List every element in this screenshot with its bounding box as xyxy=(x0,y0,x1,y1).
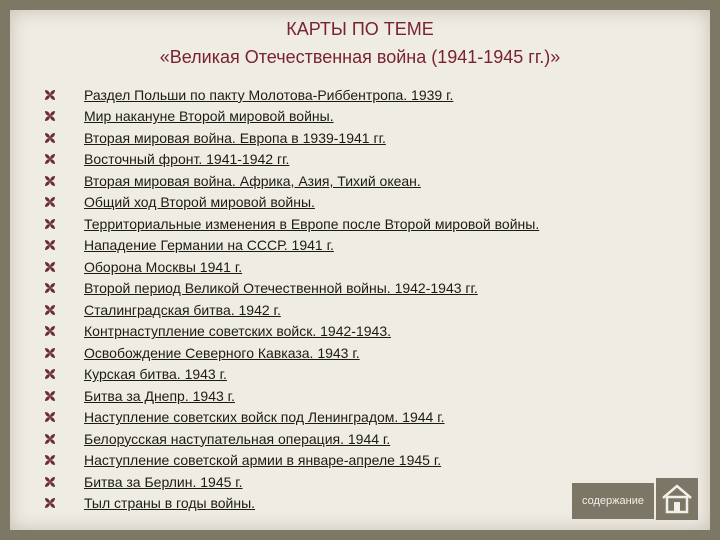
map-link[interactable]: Наступление советской армии в январе-апреле 1945 г. xyxy=(84,452,442,469)
list-item xyxy=(42,385,539,407)
bullet-icon xyxy=(42,410,60,424)
list-item xyxy=(42,235,539,257)
map-link[interactable]: Сталинградская битва. 1942 г. xyxy=(84,301,281,318)
list-item xyxy=(42,299,539,321)
map-list xyxy=(42,84,539,514)
map-link[interactable]: Битва за Берлин. 1945 г. xyxy=(84,473,243,490)
bullet-icon xyxy=(42,324,60,338)
map-link[interactable]: Битва за Днепр. 1943 г. xyxy=(84,387,235,404)
home-button[interactable] xyxy=(656,478,698,520)
bullet-icon xyxy=(42,238,60,252)
map-link[interactable]: Мир накануне Второй мировой войны. xyxy=(84,108,334,125)
map-link[interactable]: Вторая мировая война. Африка, Азия, Тихий океан. xyxy=(84,172,421,189)
list-item xyxy=(42,127,539,149)
list-item xyxy=(42,106,539,128)
map-link[interactable]: Вторая мировая война. Европа в 1939-1941 гг. xyxy=(84,129,386,146)
bullet-icon xyxy=(42,195,60,209)
list-item xyxy=(42,407,539,429)
contents-button[interactable]: содержание xyxy=(572,483,654,519)
map-link[interactable]: Второй период Великой Отечественной войны. 1942-1943 гг. xyxy=(84,280,478,297)
list-item xyxy=(42,192,539,214)
map-link[interactable]: Раздел Польши по пакту Молотова-Риббентропа. 1939 г. xyxy=(84,86,454,103)
map-link[interactable]: Освобождение Северного Кавказа. 1943 г. xyxy=(84,344,360,361)
map-link[interactable]: Общий ход Второй мировой войны. xyxy=(84,194,315,211)
bullet-icon xyxy=(42,346,60,360)
bullet-icon xyxy=(42,389,60,403)
list-item xyxy=(42,149,539,171)
list-item xyxy=(42,84,539,106)
bullet-icon xyxy=(42,174,60,188)
map-link[interactable]: Белорусская наступательная операция. 1944 г. xyxy=(84,430,391,447)
bullet-icon xyxy=(42,109,60,123)
list-item xyxy=(42,170,539,192)
map-link[interactable]: Контрнаступление советских войск. 1942-1943. xyxy=(84,323,391,340)
bullet-icon xyxy=(42,281,60,295)
map-link[interactable]: Тыл страны в годы войны. xyxy=(84,495,256,512)
bullet-icon xyxy=(42,260,60,274)
slide-title: КАРТЫ ПО ТЕМЕ xyxy=(286,19,434,39)
bullet-icon xyxy=(42,453,60,467)
map-link[interactable]: Оборона Москвы 1941 г. xyxy=(84,258,243,275)
bullet-icon xyxy=(42,131,60,145)
list-item xyxy=(42,321,539,343)
list-item xyxy=(42,493,539,515)
bullet-icon xyxy=(42,152,60,166)
bullet-icon xyxy=(42,432,60,446)
list-item xyxy=(42,278,539,300)
map-link[interactable]: Курская битва. 1943 г. xyxy=(84,366,227,383)
bullet-icon xyxy=(42,217,60,231)
map-link[interactable]: Восточный фронт. 1941-1942 гг. xyxy=(84,151,290,168)
list-item xyxy=(42,256,539,278)
map-link[interactable]: Нападение Германии на СССР. 1941 г. xyxy=(84,237,334,254)
list-item xyxy=(42,471,539,493)
list-item xyxy=(42,213,539,235)
list-item xyxy=(42,428,539,450)
bullet-icon xyxy=(42,303,60,317)
slide-subtitle: «Великая Отечественная война (1941-1945 гг.)» xyxy=(159,47,561,67)
bullet-icon xyxy=(42,367,60,381)
map-link[interactable]: Территориальные изменения в Европе после Второй мировой войны. xyxy=(84,215,540,232)
home-icon xyxy=(660,483,694,515)
map-link[interactable]: Наступление советских войск под Ленинградом. 1944 г. xyxy=(84,409,445,426)
bullet-icon xyxy=(42,88,60,102)
bullet-icon xyxy=(42,475,60,489)
list-item xyxy=(42,364,539,386)
bullet-icon xyxy=(42,496,60,510)
list-item xyxy=(42,342,539,364)
list-item xyxy=(42,450,539,472)
